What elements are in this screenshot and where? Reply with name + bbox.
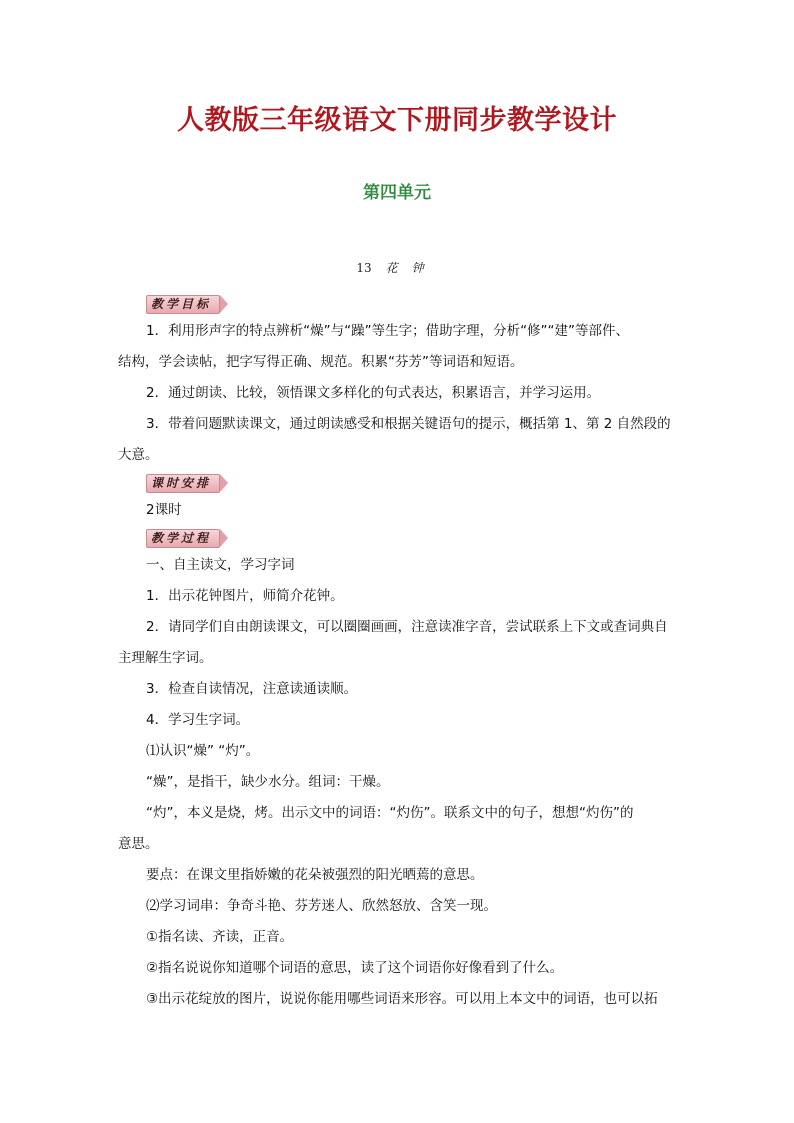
process-line: “灼”，本义是烧，烤。出示文中的词语：“灼伤”。联系文中的句子，想想“灼伤”的 [146,805,634,821]
schedule-heading [118,471,680,495]
objectives-heading [118,292,680,316]
unit-title: 第四单元 [363,183,431,203]
process-line: 要点：在课文里指娇嫩的花朵被强烈的阳光晒蔫的意思。 [146,867,484,883]
objective-line: 2．通过朗读、比较，领悟课文多样化的句式表达，积累语言，并学习运用。 [146,385,601,401]
objective-line: 1．利用形声字的特点辨析“燥”与“躁”等生字；借助字理，分析“修”“建”等部件、 [146,323,630,339]
process-line: 一、自主读文，学习字词 [146,557,295,573]
document-title: 人教版三年级语文下册同步教学设计 [177,105,617,136]
process-line: 2．请同学们自由朗读课文，可以圈圈画画，注意读准字音，尝试联系上下文或查词典自 [146,619,668,635]
process-tag: 教学过程 [146,529,220,548]
objective-line: 3．带着问题默读课文，通过朗读感受和根据关键语句的提示，概括第 1、第 2 自然段的 [146,416,671,432]
process-line: 意思。 [118,836,159,852]
process-heading [118,526,680,550]
lesson-title [0,259,794,276]
process-line: ②指名说说你知道哪个词语的意思，读了这个词语你好像看到了什么。 [146,960,564,976]
process-line: 1．出示花钟图片，师简介花钟。 [146,588,344,604]
schedule-tag: 课时安排 [146,474,220,493]
process-line: “燥”，是指干，缺少水分。组词：干燥。 [146,774,390,790]
document-body [118,292,680,1015]
schedule-text: 2课时 [146,502,182,518]
objective-line: 结构，学会读帖，把字写得正确、规范。积累“芬芳”等词语和短语。 [118,354,524,370]
objective-line: 大意。 [118,447,159,463]
process-line: ⑵学习词串：争奇斗艳、芬芳迷人、欣然怒放、含笑一现。 [146,898,497,914]
lesson-name: 花钟 [385,261,438,275]
process-line: 主理解生字词。 [118,650,213,666]
process-line: 4．学习生字词。 [146,712,250,728]
process-line: ⑴认识“燥” “灼”。 [146,743,260,759]
process-line: ①指名读、齐读，正音。 [146,929,294,945]
objectives-tag: 教学目标 [146,295,220,314]
process-line: ③出示花绽放的图片，说说你能用哪些词语来形容。可以用上本文中的词语，也可以拓 [146,991,658,1007]
process-line: 3．检查自读情况，注意读通读顺。 [146,681,358,697]
lesson-number: 13 [356,261,372,275]
